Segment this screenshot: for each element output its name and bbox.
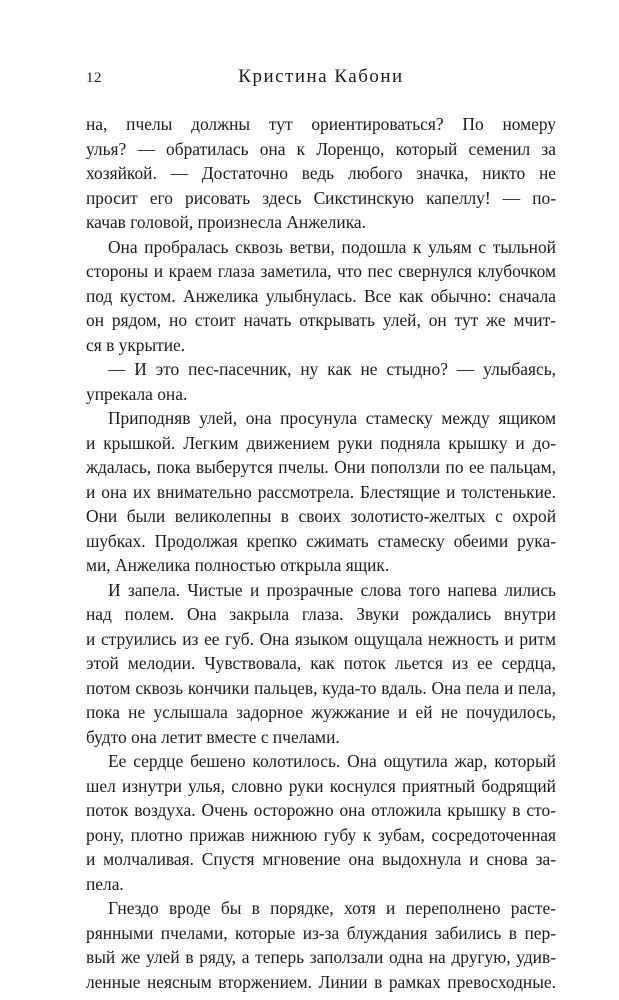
text-line: Ее сердце бешено колотилось. Она ощутила жар, который	[108, 751, 556, 771]
text-line: хозяйкой. — Достаточно ведь любого значка, никто не	[86, 163, 556, 183]
text-line: стороны и краем глаза заметила, что пес свернулся клубочком	[86, 261, 556, 281]
text-line: рянными пчелами, которые из-за блуждания забились в пер-	[86, 922, 556, 943]
text-line: рону, плотно прижав нижнюю губу к зубам, сосредоточенная	[86, 824, 556, 845]
page-number: 12	[86, 70, 102, 86]
text-line: улья? — обратилась она к Лоренцо, который семенил за	[86, 138, 556, 159]
text-line: пела.	[86, 873, 124, 894]
text-line: ся в укрытие.	[86, 334, 186, 355]
text-line: ленные неясным вторжением. Линии в рамках превосходные.	[86, 971, 556, 992]
text-line: шел изнутри улья, словно руки коснулся приятный бодрящий	[86, 775, 556, 796]
text-line: потом сквозь кончики пальцев, куда-то вдаль. Она пела и пела,	[86, 677, 556, 698]
text-line: упрекала она.	[86, 383, 188, 404]
text-line: И запела. Чистые и прозрачные слова того напева лились	[108, 579, 556, 600]
text-line: просит его рисовать здесь Сикстинскую капеллу! — по-	[86, 187, 556, 208]
text-line: под кустом. Анжелика улыбнулась. Все как обычно: сначала	[86, 285, 556, 306]
text-line: пока не услышала задорное жужжание и ей не почудилось,	[86, 702, 556, 722]
text-line: Приподняв улей, она просунула стамеску между ящиком	[108, 408, 556, 428]
text-line: Они были великолепны в своих золотисто-желтых с охрой	[86, 506, 556, 526]
text-line: Она пробралась сквозь ветви, подошла к ульям с тыльной	[108, 236, 556, 257]
text-line: и струились из ее губ. Она языком ощущала нежность и ритм	[86, 628, 556, 649]
text-line: он рядом, но стоит начать открывать улей, он тут же мчит-	[86, 310, 556, 330]
text-line: ми, Анжелика полностью открыла ящик.	[86, 555, 390, 575]
text-line: шубках. Продолжая крепко сжимать стамеску обеими рука-	[86, 530, 556, 551]
text-line: качав головой, произнесла Анжелика.	[86, 212, 366, 232]
running-head	[86, 66, 556, 92]
text-line: над полем. Она закрыла глаза. Звуки рождались внутри	[86, 604, 556, 624]
text-line: будто она летит вместе с пчелами.	[86, 726, 340, 747]
author-name: Кристина Кабони	[238, 66, 404, 87]
text-line: поток воздуха. Очень осторожно она отложила крышку в сто-	[86, 800, 556, 820]
body-text	[86, 112, 556, 994]
text-line: Гнездо вроде бы в порядке, хотя и переполнено расте-	[108, 898, 556, 918]
text-line: этой мелодии. Чувствовала, как поток льется из ее сердца,	[86, 653, 556, 673]
text-line: и она их внимательно рассмотрела. Блестящие и толстенькие.	[86, 481, 556, 502]
text-line: и молчаливая. Спустя мгновение она выдохнула и снова за-	[86, 849, 556, 869]
text-line: — И это пес-пасечник, ну как не стыдно? — улыбаясь,	[108, 359, 556, 379]
text-line: ждалась, пока выберутся пчелы. Они поползли по ее пальцам,	[86, 457, 556, 477]
text-line: вый же улей в ряду, а теперь заползали одна на другую, удив-	[86, 947, 556, 967]
text-line: на, пчелы должны тут ориентироваться? По номеру	[86, 114, 556, 134]
text-line: и крышкой. Легким движением руки подняла крышку и до-	[86, 432, 556, 453]
